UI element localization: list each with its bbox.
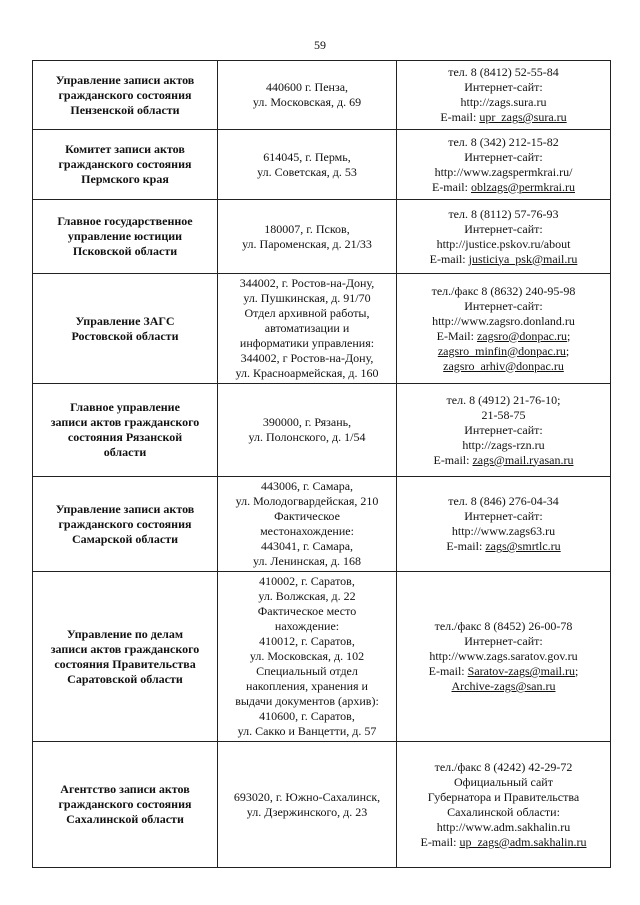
address-line: ул. Сакко и Ванцетти, д. 57	[237, 724, 377, 738]
address-line: Фактическое	[274, 509, 340, 523]
organization-name	[33, 742, 218, 868]
address-line: ул. Пароменская, д. 21/33	[242, 236, 372, 251]
contact-line: http://www.zagsro.donland.ru	[432, 313, 575, 328]
organization-name	[33, 130, 218, 200]
address-line: 443041, г. Самара,	[260, 539, 354, 553]
email-separator: ;	[575, 664, 579, 678]
email-separator: ;	[567, 328, 571, 343]
contact-line: http://zags.sura.ru	[460, 95, 547, 109]
organization-name-line: Главное государственное	[57, 214, 193, 228]
address-line: 614045, г. Пермь,	[263, 149, 351, 164]
address-line: накопления, хранения и	[246, 679, 368, 693]
contact-line: http://www.adm.sakhalin.ru	[436, 819, 571, 834]
email-link[interactable]: upr_zags@sura.ru	[479, 110, 567, 124]
email-link[interactable]: up_zags@adm.sakhalin.ru	[459, 834, 587, 849]
address-line: 410002, г. Саратов,	[259, 574, 355, 588]
contact-line	[401, 329, 606, 344]
contact-line	[401, 344, 606, 359]
contact-line: 21-58-75	[481, 407, 526, 422]
contact-line: http://www.zags.saratov.gov.ru	[429, 649, 578, 663]
contact-line: Интернет-сайт:	[464, 509, 543, 523]
postal-address	[218, 200, 397, 274]
address-line: Фактическое место	[257, 604, 357, 618]
organization-name-line: гражданского состояния	[58, 87, 192, 102]
organization-name-line: Управление записи актов	[55, 501, 195, 516]
email-link[interactable]: zags@mail.ryasan.ru	[472, 452, 574, 467]
contact-info	[397, 274, 611, 384]
contact-line	[401, 835, 606, 850]
address-line: 443006, г. Самара,	[260, 479, 354, 493]
contact-line: тел. 8 (342) 212-15-82	[448, 134, 559, 149]
address-line: ул. Ленинская, д. 168	[252, 554, 362, 568]
address-line: 390000, г. Рязань,	[262, 415, 352, 429]
postal-address	[218, 274, 397, 384]
address-line: ул. Московская, д. 69	[252, 95, 362, 109]
address-line: ул. Волжская, д. 22	[258, 589, 356, 603]
email-link[interactable]: zagsro_minfin@donpac.ru	[437, 343, 566, 358]
address-line: 180007, г. Псков,	[264, 221, 350, 236]
contact-line	[401, 679, 606, 694]
contact-line: http://zags-rzn.ru	[462, 437, 545, 452]
organization-name-line: состояния Правительства	[54, 656, 196, 671]
table-row	[33, 274, 611, 384]
contact-line: тел. 8 (8412) 52-55-84	[448, 65, 559, 79]
contact-info	[397, 384, 611, 477]
contact-line: Интернет-сайт:	[464, 298, 543, 313]
postal-address	[218, 572, 397, 742]
contact-line	[401, 453, 606, 468]
email-prefix: E-mail:	[428, 664, 468, 678]
contact-line	[401, 359, 606, 374]
organization-name	[33, 572, 218, 742]
organization-name-line: Управление записи актов	[55, 72, 195, 87]
organization-name-line: гражданского состояния	[58, 797, 192, 811]
email-prefix: E-mail:	[440, 110, 480, 124]
contact-line: http://www.zags63.ru	[451, 524, 556, 538]
contact-line	[401, 180, 606, 195]
contact-line: тел. 8 (8112) 57-76-93	[448, 206, 559, 221]
table-row	[33, 130, 611, 200]
organization-name	[33, 384, 218, 477]
address-line: выдачи документов (архив):	[235, 694, 379, 708]
contact-line: Интернет-сайт:	[464, 634, 543, 648]
organization-name-line: Управление ЗАГС	[75, 313, 175, 328]
email-prefix: E-mail:	[433, 452, 473, 467]
organization-name-line: управление юстиции	[67, 229, 183, 243]
address-line: ул. Полонского, д. 1/54	[248, 430, 366, 444]
address-line: ул. Московская, д. 102	[249, 649, 365, 663]
contact-line: тел./факс 8 (8632) 240-95-98	[431, 283, 576, 298]
address-line: местонахождение:	[260, 524, 354, 538]
organization-name-line: гражданского состояния	[58, 157, 192, 171]
page-number: 59	[314, 38, 326, 52]
email-prefix: E-Mail:	[436, 328, 477, 343]
registry-table	[32, 60, 611, 868]
organization-name-line: Самарской области	[72, 531, 178, 546]
contact-line: тел. 8 (846) 276-04-34	[448, 494, 559, 508]
postal-address	[218, 742, 397, 868]
postal-address	[218, 384, 397, 477]
organization-name	[33, 200, 218, 274]
address-line: ул. Красноармейская, д. 160	[235, 366, 379, 380]
organization-name-line: Агентство записи актов	[60, 782, 190, 796]
contact-line: http://www.zagspermkrai.ru/	[434, 164, 573, 179]
address-line: ул. Пушкинская, д. 91/70	[243, 291, 371, 305]
organization-name-line: Комитет записи актов	[65, 142, 185, 156]
email-link[interactable]: oblzags@permkrai.ru	[470, 179, 575, 194]
organization-name-line: Ростовской области	[71, 328, 179, 343]
email-link[interactable]: zags@smrtlc.ru	[485, 539, 561, 553]
table-row	[33, 742, 611, 868]
postal-address	[218, 61, 397, 130]
table-row	[33, 572, 611, 742]
email-prefix: E-mail:	[431, 179, 471, 194]
address-line: ул. Молодогвардейская, 210	[235, 494, 379, 508]
organization-name-line: Сахалинской области	[66, 812, 184, 826]
contact-line: Сахалинской области:	[447, 804, 560, 819]
contact-info	[397, 742, 611, 868]
organization-name-line: гражданского состояния	[58, 516, 192, 531]
postal-address	[218, 130, 397, 200]
email-link[interactable]: Saratov-zags@mail.ru	[467, 664, 575, 678]
email-link[interactable]: Archive-zags@san.ru	[451, 679, 556, 693]
organization-name-line: записи актов гражданского	[50, 641, 200, 656]
table-row	[33, 477, 611, 572]
organization-name-line: состояния Рязанской	[67, 430, 183, 444]
contact-line: Интернет-сайт:	[464, 149, 543, 164]
table-row	[33, 384, 611, 477]
address-line: ул. Дзержинского, д. 23	[246, 804, 368, 819]
address-line: Специальный отдел	[256, 664, 358, 678]
contact-line: Интернет-сайт:	[464, 221, 543, 236]
address-line: информатики управления:	[239, 336, 375, 350]
organization-name	[33, 274, 218, 384]
organization-name-line: Пензенской области	[70, 102, 180, 117]
email-prefix: E-mail:	[420, 834, 460, 849]
organization-name-line: области	[103, 445, 147, 459]
organization-name	[33, 61, 218, 130]
contact-line	[401, 539, 606, 554]
address-line: Отдел архивной работы,	[244, 306, 370, 320]
organization-name-line: Управление по делам	[66, 626, 184, 641]
address-line: 344002, г Ростов-на-Дону,	[240, 351, 374, 365]
email-separator: ;	[565, 343, 570, 358]
contact-line: Губернатора и Правительства	[427, 789, 580, 804]
address-line: нахождение:	[274, 619, 340, 633]
email-prefix: E-mail:	[446, 539, 486, 553]
contact-info	[397, 572, 611, 742]
organization-name-line: записи актов гражданского	[50, 415, 200, 429]
table-row	[33, 200, 611, 274]
address-line: 344002, г. Ростов-на-Дону,	[239, 276, 375, 290]
organization-name-line: Псковской области	[72, 244, 178, 258]
address-line: 440600 г. Пенза,	[265, 80, 349, 94]
contact-line: http://justice.pskov.ru/about	[436, 236, 571, 251]
email-link[interactable]: justiciya_psk@mail.ru	[468, 251, 578, 266]
postal-address	[218, 477, 397, 572]
contact-line	[401, 252, 606, 267]
contact-line	[401, 664, 606, 679]
address-line: ул. Советская, д. 53	[257, 164, 357, 179]
contact-info	[397, 130, 611, 200]
email-link[interactable]: zagsro@donpac.ru	[476, 328, 567, 343]
organization-name-line: Пермского края	[81, 172, 169, 186]
table-row	[33, 61, 611, 130]
email-prefix: E-mail:	[429, 251, 469, 266]
address-line: 410012, г. Саратов,	[259, 634, 355, 648]
contact-line: Интернет-сайт:	[464, 422, 543, 437]
address-line: 693020, г. Южно-Сахалинск,	[233, 789, 381, 804]
contact-line: Интернет-сайт:	[464, 80, 543, 94]
contact-line: тел. 8 (4912) 21-76-10;	[446, 392, 561, 407]
contact-info	[397, 200, 611, 274]
contact-info	[397, 61, 611, 130]
contact-info	[397, 477, 611, 572]
registry-table-body	[33, 61, 611, 868]
organization-name	[33, 477, 218, 572]
contact-line: тел./факс 8 (8452) 26-00-78	[434, 619, 573, 633]
organization-name-line: Главное управление	[70, 400, 180, 414]
contact-line: тел./факс 8 (4242) 42-29-72	[434, 759, 573, 774]
organization-name-line: Саратовской области	[67, 671, 183, 686]
address-line: 410600, г. Саратов,	[259, 709, 355, 723]
contact-line	[401, 110, 606, 125]
email-link[interactable]: zagsro_arhiv@donpac.ru	[443, 358, 564, 373]
contact-line: Официальный сайт	[454, 774, 553, 789]
address-line: автоматизации и	[264, 321, 350, 335]
